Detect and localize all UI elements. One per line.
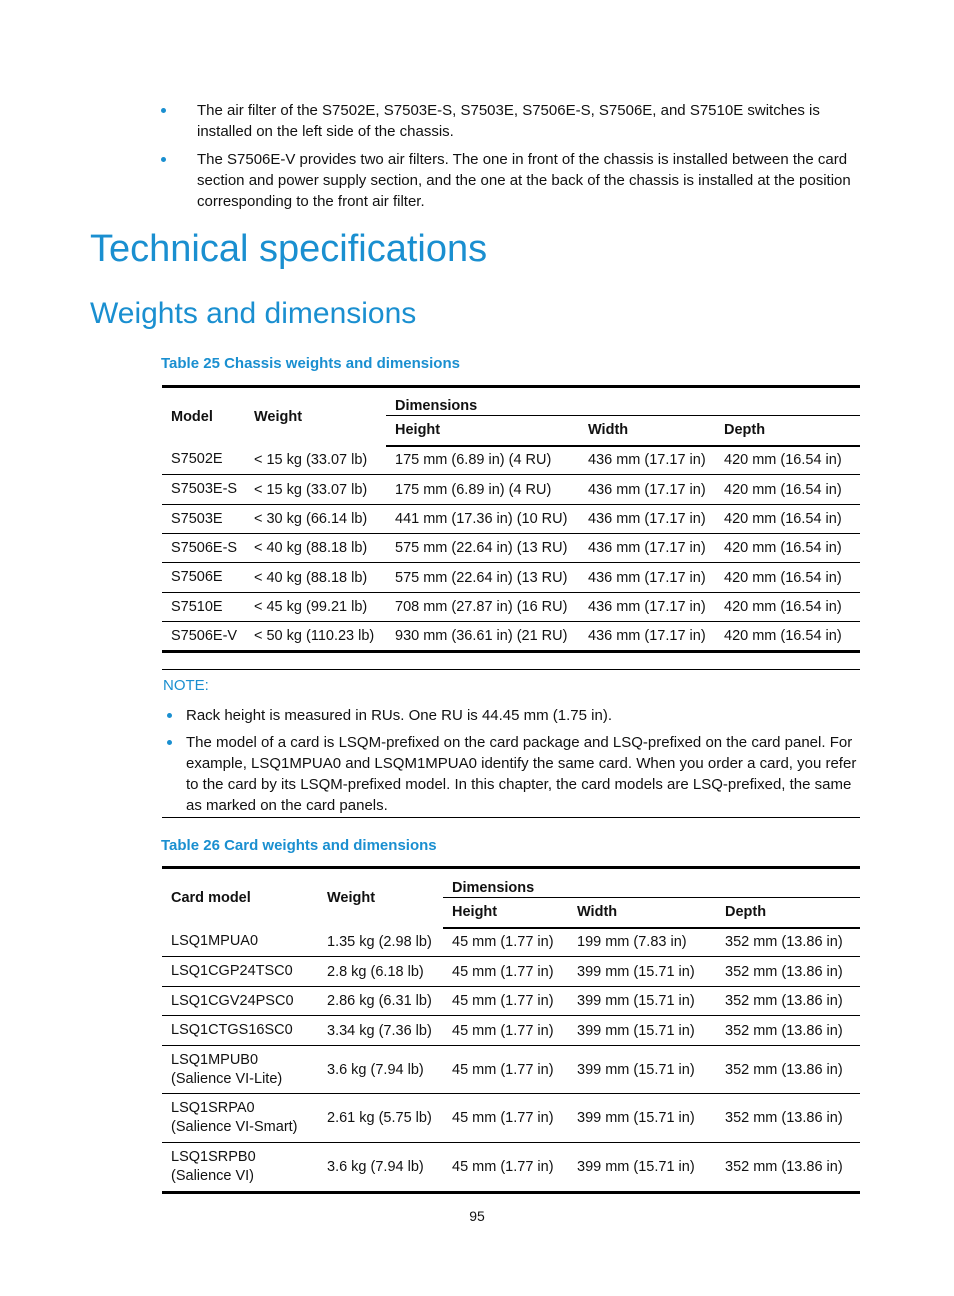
table-row bbox=[162, 928, 860, 957]
table-row bbox=[162, 593, 860, 622]
table-cell: 45 mm (1.77 in) bbox=[443, 1143, 568, 1193]
header-depth: Depth bbox=[715, 416, 860, 446]
table-cell: 3.6 kg (7.94 lb) bbox=[318, 1143, 443, 1193]
table-cell: 2.61 kg (5.75 lb) bbox=[318, 1094, 443, 1143]
table-cell: < 40 kg (88.18 lb) bbox=[245, 563, 386, 593]
subsection-heading: Weights and dimensions bbox=[90, 297, 417, 330]
table-cell: < 30 kg (66.14 lb) bbox=[245, 505, 386, 534]
table-cell: 930 mm (36.61 in) (21 RU) bbox=[386, 622, 579, 652]
table-row bbox=[162, 1016, 860, 1046]
table-cell: 436 mm (17.17 in) bbox=[579, 475, 715, 505]
table-cell: 352 mm (13.86 in) bbox=[716, 957, 860, 987]
table-cell: 436 mm (17.17 in) bbox=[579, 622, 715, 652]
header-width: Width bbox=[579, 416, 715, 446]
table-cell: 436 mm (17.17 in) bbox=[579, 534, 715, 563]
table-cell: LSQ1CGP24TSC0 bbox=[162, 957, 318, 987]
table-cell: 420 mm (16.54 in) bbox=[715, 563, 860, 593]
section-heading: Technical specifications bbox=[90, 228, 488, 270]
table-cell: 352 mm (13.86 in) bbox=[716, 1016, 860, 1046]
table-cell: 575 mm (22.64 in) (13 RU) bbox=[386, 563, 579, 593]
bullet-text: The S7506E-V provides two air filters. The one in front of the chassis is installed between the card section and power supply section, and the one at the back of the chassis is installed at the position corresponding to the front air filter. bbox=[197, 151, 851, 210]
table-row bbox=[162, 1094, 860, 1143]
table-row bbox=[162, 1046, 860, 1094]
table-cell: LSQ1MPUB0 (Salience VI-Lite) bbox=[162, 1046, 318, 1094]
table-cell: 399 mm (15.71 in) bbox=[568, 1143, 716, 1193]
table-cell: S7506E-V bbox=[162, 622, 245, 652]
table-cell: < 15 kg (33.07 lb) bbox=[245, 475, 386, 505]
table-cell: 575 mm (22.64 in) (13 RU) bbox=[386, 534, 579, 563]
table-cell: 436 mm (17.17 in) bbox=[579, 505, 715, 534]
table-row bbox=[162, 563, 860, 593]
card-table bbox=[162, 866, 860, 1194]
table-cell: 352 mm (13.86 in) bbox=[716, 1143, 860, 1193]
header-card-model: Card model bbox=[162, 868, 318, 928]
table-cell: 2.8 kg (6.18 lb) bbox=[318, 957, 443, 987]
table-cell: < 40 kg (88.18 lb) bbox=[245, 534, 386, 563]
table-cell: 436 mm (17.17 in) bbox=[579, 446, 715, 475]
note-box bbox=[162, 669, 860, 818]
header-weight: Weight bbox=[318, 868, 443, 928]
table-row bbox=[162, 505, 860, 534]
table-cell: 420 mm (16.54 in) bbox=[715, 475, 860, 505]
table-cell: S7510E bbox=[162, 593, 245, 622]
table-cell: 3.6 kg (7.94 lb) bbox=[318, 1046, 443, 1094]
bullet-dot bbox=[167, 713, 172, 718]
table-row bbox=[162, 957, 860, 987]
table-cell: LSQ1MPUA0 bbox=[162, 928, 318, 957]
table-cell: 436 mm (17.17 in) bbox=[579, 593, 715, 622]
page-number: 95 bbox=[469, 1208, 485, 1224]
table-cell: 399 mm (15.71 in) bbox=[568, 1016, 716, 1046]
table-row bbox=[162, 987, 860, 1016]
table-caption: Table 25 Chassis weights and dimensions bbox=[161, 355, 460, 372]
table-cell: 175 mm (6.89 in) (4 RU) bbox=[386, 446, 579, 475]
table-cell: 708 mm (27.87 in) (16 RU) bbox=[386, 593, 579, 622]
table-cell: 45 mm (1.77 in) bbox=[443, 1046, 568, 1094]
table-cell: S7506E-S bbox=[162, 534, 245, 563]
table-cell: 175 mm (6.89 in) (4 RU) bbox=[386, 475, 579, 505]
table-cell: 2.86 kg (6.31 lb) bbox=[318, 987, 443, 1016]
header-width: Width bbox=[568, 898, 716, 928]
table-cell: 199 mm (7.83 in) bbox=[568, 928, 716, 957]
table-cell: S7502E bbox=[162, 446, 245, 475]
table-cell: S7503E-S bbox=[162, 475, 245, 505]
table-cell: 1.35 kg (2.98 lb) bbox=[318, 928, 443, 957]
header-dimensions: Dimensions bbox=[443, 868, 860, 898]
table-row bbox=[162, 534, 860, 563]
table-cell: 45 mm (1.77 in) bbox=[443, 957, 568, 987]
table-cell: LSQ1SRPB0 (Salience VI) bbox=[162, 1143, 318, 1193]
table-cell: 45 mm (1.77 in) bbox=[443, 987, 568, 1016]
table-cell: 352 mm (13.86 in) bbox=[716, 928, 860, 957]
table-row bbox=[162, 475, 860, 505]
table-cell: 420 mm (16.54 in) bbox=[715, 593, 860, 622]
table-cell: 45 mm (1.77 in) bbox=[443, 1094, 568, 1143]
table-cell: LSQ1CGV24PSC0 bbox=[162, 987, 318, 1016]
table-cell: < 50 kg (110.23 lb) bbox=[245, 622, 386, 652]
bullet-dot bbox=[167, 740, 172, 745]
table-cell: 352 mm (13.86 in) bbox=[716, 1094, 860, 1143]
note-text: Rack height is measured in RUs. One RU is 44.45 mm (1.75 in). bbox=[186, 707, 612, 724]
table-cell: S7506E bbox=[162, 563, 245, 593]
table-cell: 3.34 kg (7.36 lb) bbox=[318, 1016, 443, 1046]
table-row bbox=[162, 1143, 860, 1193]
header-weight: Weight bbox=[245, 387, 386, 446]
header-depth: Depth bbox=[716, 898, 860, 928]
table-cell: 399 mm (15.71 in) bbox=[568, 1046, 716, 1094]
table-cell: S7503E bbox=[162, 505, 245, 534]
table-cell: 441 mm (17.36 in) (10 RU) bbox=[386, 505, 579, 534]
table-cell: LSQ1SRPA0 (Salience VI-Smart) bbox=[162, 1094, 318, 1143]
bullet-dot bbox=[161, 157, 166, 162]
note-text: The model of a card is LSQM-prefixed on the card package and LSQ-prefixed on the card panel. For example, LSQ1MPUA0 and LSQM1MPUA0 identify the same card. When you order a card, you refer to the card by its LSQM-prefixed model. In this chapter, the card models are LSQ-prefixed, the same as marked on the card panels. bbox=[186, 734, 857, 814]
note-label: NOTE: bbox=[163, 677, 209, 694]
table-cell: LSQ1CTGS16SC0 bbox=[162, 1016, 318, 1046]
table-cell: 45 mm (1.77 in) bbox=[443, 1016, 568, 1046]
table-cell: < 45 kg (99.21 lb) bbox=[245, 593, 386, 622]
header-dimensions: Dimensions bbox=[386, 387, 860, 416]
table-cell: 399 mm (15.71 in) bbox=[568, 1094, 716, 1143]
table-caption: Table 26 Card weights and dimensions bbox=[161, 837, 437, 854]
header-model: Model bbox=[162, 387, 245, 446]
bullet-dot bbox=[161, 108, 166, 113]
table-cell: 420 mm (16.54 in) bbox=[715, 622, 860, 652]
table-row bbox=[162, 446, 860, 475]
table-cell: < 15 kg (33.07 lb) bbox=[245, 446, 386, 475]
table-row bbox=[162, 622, 860, 652]
table-cell: 45 mm (1.77 in) bbox=[443, 928, 568, 957]
table-cell: 420 mm (16.54 in) bbox=[715, 446, 860, 475]
chassis-table bbox=[162, 385, 860, 653]
header-height: Height bbox=[386, 416, 579, 446]
table-cell: 399 mm (15.71 in) bbox=[568, 957, 716, 987]
table-cell: 420 mm (16.54 in) bbox=[715, 534, 860, 563]
table-cell: 420 mm (16.54 in) bbox=[715, 505, 860, 534]
table-cell: 352 mm (13.86 in) bbox=[716, 1046, 860, 1094]
bullet-text: The air filter of the S7502E, S7503E-S, S7503E, S7506E-S, S7506E, and S7510E switches is installed on the left side of the chassis. bbox=[197, 102, 820, 140]
table-cell: 436 mm (17.17 in) bbox=[579, 563, 715, 593]
table-cell: 399 mm (15.71 in) bbox=[568, 987, 716, 1016]
table-cell: 352 mm (13.86 in) bbox=[716, 987, 860, 1016]
header-height: Height bbox=[443, 898, 568, 928]
